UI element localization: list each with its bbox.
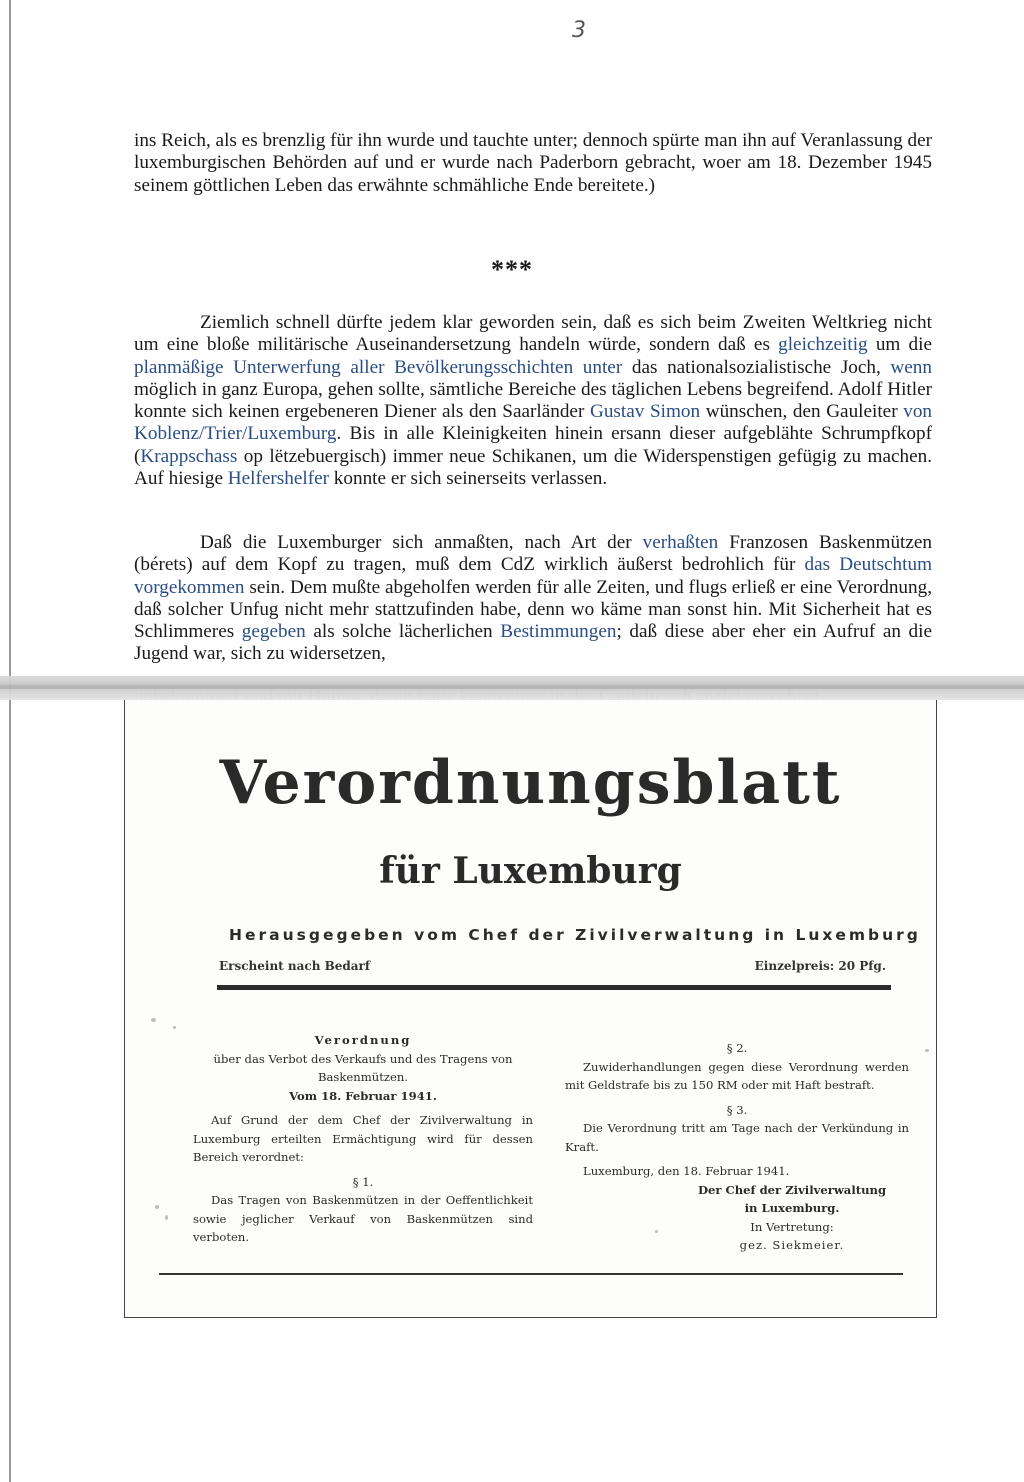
clipping-title: Verordnungsblatt [219,748,842,818]
paragraph-2: Ziemlich schnell dürfte jedem klar geworden sein, daß es sich beim Zweiten Weltkrieg nicht um eine bloße militärische Auseinandersetzung handeln würde, sondern daß es gleichzeitig um die planmäßige Unterwerfung aller Bevölkerungsschichten unter das nationalsozialistische Joch, wenn möglich in ganz Europa, gehen sollte, sämtliche Bereiche des täglichen Lebens begreifend. Adolf Hitler konnte sich keinen ergebeneren Diener als den Saarländer Gustav Simon wünschen, den Gauleiter von Koblenz/Trier/Luxemburg. Bis in alle Kleinigkeiten hinein ersann dieser aufgeblähte Schrumpfkopf (Krappschass op lëtzebuergisch) immer neue Schikanen, um die Widerspenstigen gefügig zu machen. Auf hiesige Helfershelfer konnte er sich seinerseits verlassen. [134,312,932,490]
clipping-subtitle: für Luxemburg [379,850,682,892]
clipping-frequency: Erscheint nach Bedarf [219,959,371,973]
section-3-heading: § 3. [726,1102,748,1117]
signature-line-4: gez. Siekmeier. [739,1238,845,1252]
section-2-heading: § 2. [726,1041,748,1055]
scan-speck [655,1230,658,1233]
scan-speck [155,1205,159,1209]
clipping-price: Einzelpreis: 20 Pfg. [754,959,886,973]
clipping-header-rule [217,985,891,990]
ordinance-subject-line-1: über das Verbot des Verkaufs und des Tragens von [213,1051,513,1066]
ordinance-date: Vom 18. Februar 1941. [289,1088,437,1103]
section-2-text: Zuwiderhandlungen gegen diese Verordnung werden mit Geldstrafe bis zu 150 RM oder mit Haft bestraft. [565,1059,909,1092]
ordinance-heading: Verordnung [314,1033,412,1047]
paragraph-1: ins Reich, als es brenzlig für ihn wurde und tauchte unter; dennoch spürte man ihn auf Veranlassung der luxemburgischen Behörden auf und er wurde nach Paderborn gebracht, woer am 18. Dezember 1945 seinem göttlichen Leben das erwähnte schmähliche Ende bereitete.) [134,130,932,196]
ordinance-preamble: Auf Grund der dem Chef der Zivilverwaltung in Luxemburg erteilten Ermächtigung wird für dessen Bereich verordnet: [193,1113,533,1164]
newspaper-clipping [124,700,937,1318]
scan-speck [173,1026,176,1029]
section-1-text: Das Tragen von Baskenmützen in der Oeffentlichkeit sowie jeglicher Verkauf von Baskenmützen sind verboten. [193,1193,533,1244]
section-1-heading: § 1. [352,1174,374,1189]
scan-left-edge [9,0,11,1482]
ordinance-subject-line-2: Baskenmützen. [318,1070,408,1084]
signature-line-3: In Vertretung: [750,1219,834,1234]
scan-seam-band [0,676,1024,700]
signature-line-1: Der Chef der Zivilverwaltung [697,1182,887,1197]
scan-speck [151,1018,156,1022]
page-number: 3 [572,18,586,43]
clipping-publisher: Herausgegeben vom Chef der Zivilverwaltung in Luxemburg [229,926,921,944]
paragraph-3: Daß die Luxemburger sich anmaßten, nach Art der verhaßten Franzosen Baskenmützen (bérets) auf dem Kopf zu tragen, muß dem CdZ wirklich äußerst bedrohlich für das Deutschtum vorgekommen sein. Dem mußte abgeholfen werden für alle Zeiten, und flugs erließ er eine Verordnung, daß solcher Unfug nicht mehr stattzufinden habe, denn wo käme man sonst hin. Mit Sicherheit hat es Schlimmeres gegeben als solche lächerlichen Bestimmungen; daß diese aber eher ein Aufruf an die Jugend war, sich zu widersetzen, [134,532,933,665]
place-and-date: Luxemburg, den 18. Februar 1941. [583,1164,790,1178]
section-separator: *** [491,255,533,284]
clipping-left-column [193,1031,533,1247]
scan-speck [925,1049,929,1052]
section-3-text: Die Verordnung tritt am Tage nach der Verkündung in Kraft. [565,1121,909,1154]
clipping-right-column [565,1039,909,1255]
signature-line-2: in Luxemburg. [744,1201,840,1215]
clipping-footer-rule [159,1273,903,1275]
scan-speck [165,1215,168,1220]
